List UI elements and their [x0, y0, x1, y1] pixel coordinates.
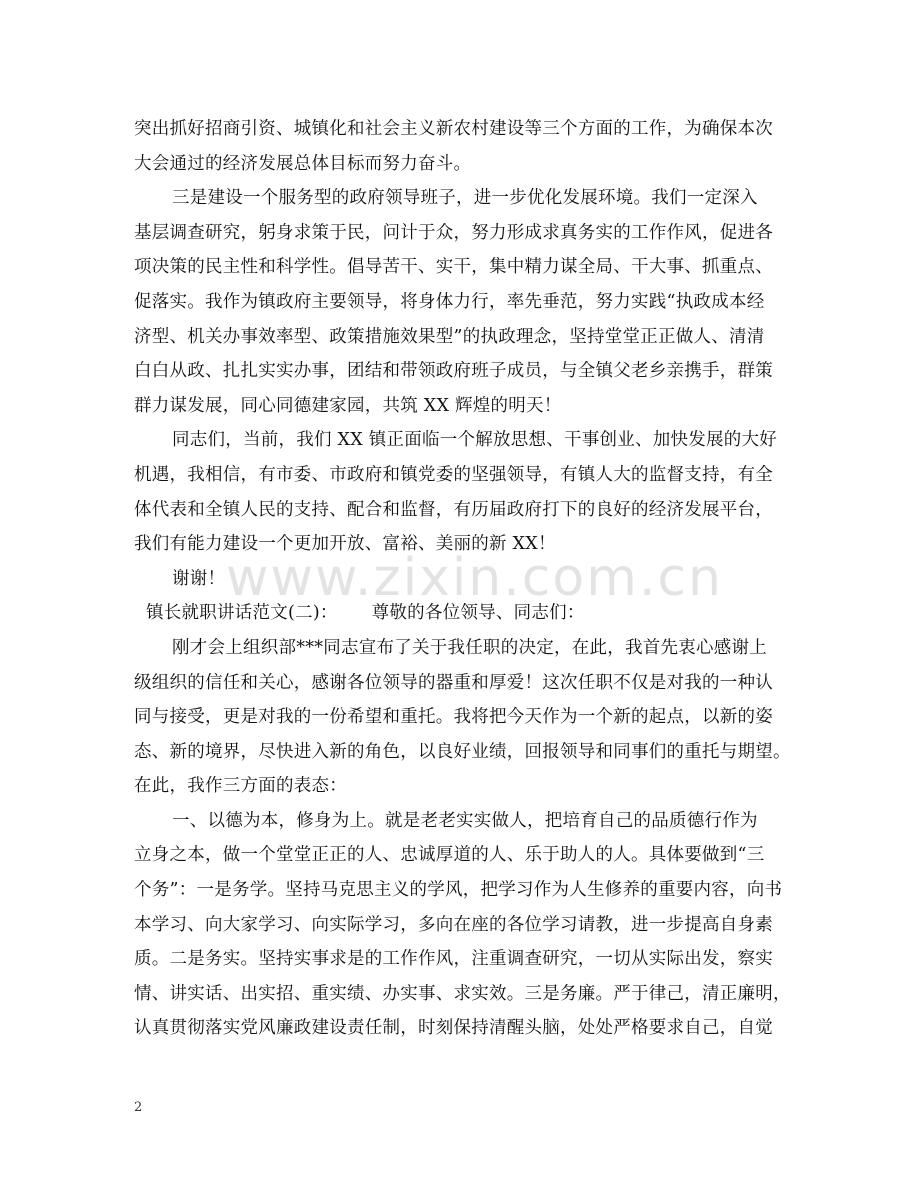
text-line: 促落实。我作为镇政府主要领导，将身体力行，率先垂范，努力实践“执政成本经 [134, 291, 765, 312]
text-line: 认真贯彻落实党风廉政建设责任制，时刻保持清醒头脑，处处严格要求自己，自觉 [134, 1018, 773, 1039]
text-line: 我们有能力建设一个更加开放、富裕、美丽的新 XX！ [134, 534, 556, 555]
text-line: 情、讲实话、出实招、重实绩、办实事、求实效。三是务廉。严于律己，清正廉明， [134, 983, 791, 1004]
text-line: 个务”：一是务学。坚持马克思主义的学风，把学习作为人生修养的重要内容，向书 [134, 880, 783, 901]
watermark: www.zixin.com.cn [226, 548, 723, 608]
text-line: 基层调查研究，躬身求策于民，问计于众，努力形成求真务实的工作作风，促进各 [134, 222, 773, 243]
text-line: 白白从政、扎扎实实办事，团结和带领政府班子成员，与全镇父老乡亲携手，群策 [134, 361, 773, 382]
text-line: 级组织的信任和关心，感谢各位领导的器重和厚爱！这次任职不仅是对我的一种认 [134, 672, 773, 693]
text-line: 大会通过的经济发展总体目标而努力奋斗。 [134, 153, 472, 174]
text-line: 项决策的民主性和科学性。倡导苦干、实干，集中精力谋全局、干大事、抓重点、 [134, 257, 773, 278]
text-line: 突出抓好招商引资、城镇化和社会主义新农村建设等三个方面的工作，为确保本次 [134, 119, 773, 139]
text-line: 本学习、向大家学习、向实际学习，多向在座的各位学习请教，进一步提高自身素 [134, 914, 773, 935]
text-line: 质。二是务实。坚持实事求是的工作作风，注重调查研究，一切从实际出发，察实 [134, 949, 773, 970]
section-title: 镇长就职讲话范文(二)： [146, 603, 338, 624]
text-line: 机遇，我相信，有市委、市政府和镇党委的坚强领导，有镇人大的监督支持，有全 [134, 464, 773, 485]
text-line: 体代表和全镇人民的支持、配合和监督，有历届政府打下的良好的经济发展平台， [134, 499, 773, 520]
text-line: 在此，我作三方面的表态： [134, 776, 347, 797]
paragraph-start-line: 三是建设一个服务型的政府领导班子，进一步优化发展环境。我们一定深入 [172, 188, 758, 209]
salutation: 尊敬的各位领导、同志们： [371, 603, 585, 624]
closing-thanks: 谢谢！ [172, 568, 226, 589]
paragraph-start-line: 刚才会上组织部***同志宣布了关于我任职的决定，在此，我首先衷心感谢上 [172, 637, 767, 658]
text-line: 同与接受，更是对我的一份希望和重托。我将把今天作为一个新的起点，以新的姿 [134, 707, 773, 728]
page-number: 2 [134, 1100, 143, 1115]
text-line: 群力谋发展，同心同德建家园，共筑 XX 辉煌的明天！ [134, 395, 562, 416]
text-line: 济型、机关办事效率型、政策措施效果型”的执政理念，坚持堂堂正正做人、清清 [134, 326, 765, 347]
text-line: 立身之本，做一个堂堂正正的人、忠诚厚道的人、乐于助人的人。具体要做到“三 [134, 845, 765, 866]
text-line: 态、新的境界，尽快进入新的角色，以良好业绩，回报领导和同事们的重托与期望。 [134, 741, 791, 762]
paragraph-start-line: 同志们，当前，我们 XX 镇正面临一个解放思想、干事创业、加快发展的大好 [172, 430, 778, 451]
paragraph-start-line: 一、以德为本，修身为上。就是老老实实做人，把培育自己的品质德行作为 [172, 810, 758, 831]
